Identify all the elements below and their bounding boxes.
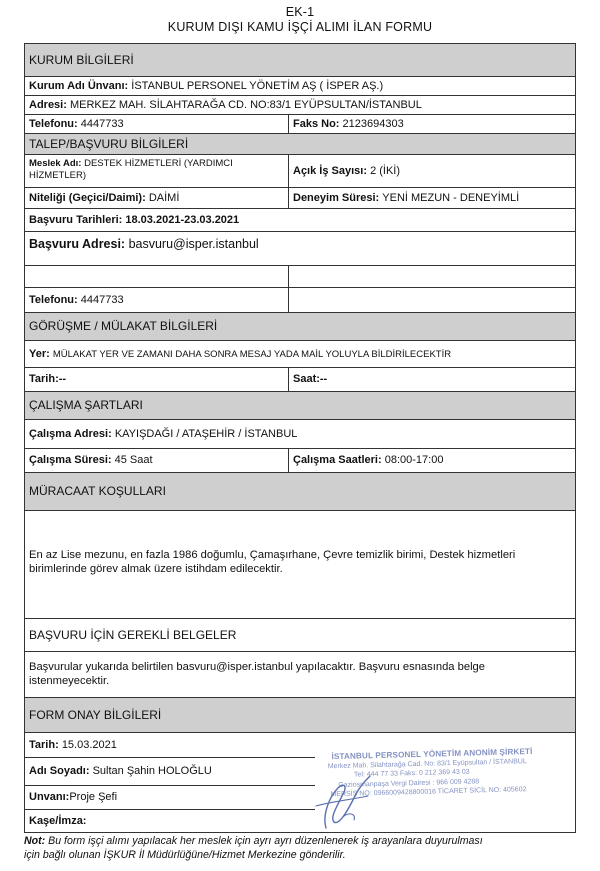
basvuru-adresi-value: basvuru@isper.istanbul — [128, 237, 259, 251]
calisma-saatleri-value: 08:00-17:00 — [384, 454, 444, 466]
onay-tarih-label: Tarih: — [29, 738, 59, 751]
section-belgeler — [25, 619, 575, 652]
gorusme-saat-label: Saat:-- — [293, 373, 328, 385]
section-gorusme — [25, 313, 575, 341]
row-kurum-adi — [25, 77, 575, 96]
row-empty-right — [289, 266, 575, 288]
onay-ad-value: Sultan Şahin HOLOĞLU — [92, 765, 212, 777]
calisma-adresi-label: Çalışma Adresi: — [29, 427, 112, 440]
meslek-label: Meslek Adı: — [29, 158, 82, 169]
onay-tarih-value: 15.03.2021 — [61, 738, 117, 751]
row-meslek — [25, 155, 289, 188]
section-talep — [25, 134, 575, 155]
belgeler-text — [25, 652, 575, 698]
row-basvuru-adresi — [25, 232, 575, 266]
kurum-telefon-value: 4447733 — [80, 117, 124, 130]
kurum-faks-value: 2123694303 — [342, 117, 404, 130]
yer-label: Yer: — [29, 347, 50, 360]
onay-kase-label: Kaşe/İmza: — [29, 814, 87, 827]
form-title: KURUM DIŞI KAMU İŞÇİ ALIMI İLAN FORMU — [167, 20, 433, 34]
section-kurum-label: KURUM BİLGİLERİ — [29, 52, 134, 67]
form-code: EK-1 — [285, 5, 315, 19]
section-calisma-label: ÇALIŞMA ŞARTLARI — [29, 398, 143, 412]
section-gorusme-label: GÖRÜŞME / MÜLAKAT BİLGİLERİ — [29, 319, 218, 333]
kurum-adi-label: Kurum Adı Ünvanı: — [29, 79, 129, 92]
application-form — [24, 43, 576, 833]
row-calisma-adresi — [25, 420, 575, 449]
row-saat — [289, 368, 575, 392]
section-muracaat — [25, 473, 575, 511]
acik-is-value: 2 (İKİ) — [370, 164, 401, 177]
muracaat-text — [25, 511, 575, 619]
belgeler-line-1: Başvurular yukarıda belirtilen basvuru@isper.istanbul yapılacaktır. Başvuru esnasında belge — [29, 661, 485, 673]
section-onay-label: FORM ONAY BİLGİLERİ — [29, 707, 162, 722]
kurum-telefon-label: Telefonu: — [29, 117, 78, 130]
stamp-address: Merkez Mah. Silahtarağa Cad. No: 83/1 Eyüpsultan / İSTANBUL — [327, 757, 527, 770]
row-basvuru-tarihleri — [25, 209, 575, 232]
section-onay — [25, 698, 575, 733]
stamp-company-name: İSTANBUL PERSONEL YÖNETİM ANONİM ŞİRKETİ — [331, 746, 533, 762]
row-kurum-faks — [289, 115, 575, 134]
onay-unvan-label: Unvanı: — [29, 791, 70, 803]
onay-unvan-value: Proje Şefi — [69, 791, 118, 803]
muracaat-line-1: En az Lise mezunu, en fazla 1986 doğumlu, Çamaşırhane, Çevre temizlik birimi, Destek hizmetleri — [29, 549, 516, 561]
basvuru-tarihleri-label: Başvuru Tarihleri: — [29, 213, 123, 226]
calisma-adresi-value: KAYIŞDAĞI / ATAŞEHİR / İSTANBUL — [114, 427, 298, 440]
stamp-tax-office: Gaziosmanpaşa Vergi Dairesi : 966 009 4288 — [338, 778, 480, 789]
row-acik-is — [289, 155, 575, 188]
kurum-faks-label: Faks No: — [293, 117, 340, 130]
row-basvuru-telefon-right — [289, 288, 575, 313]
kurum-adres-value: MERKEZ MAH. SİLAHTARAĞA CD. NO:83/1 EYÜPSULTAN/İSTANBUL — [69, 98, 422, 111]
kurum-adres-label: Adresi: — [29, 98, 67, 111]
basvuru-telefon-value: 4447733 — [80, 293, 124, 306]
calisma-suresi-label: Çalışma Süresi: — [29, 454, 112, 466]
yer-value: MÜLAKAT YER VE ZAMANI DAHA SONRA MESAJ YADA MAİL YOLUYLA BİLDİRİLECEKTİR — [52, 348, 452, 360]
note-text-1: Bu form işçi alımı yapılacak her meslek için ayrı ayrı düzenlenerek iş arayanlara duyurulması — [45, 835, 483, 847]
basvuru-adresi-label: Başvuru Adresi: — [29, 237, 126, 251]
row-deneyim — [289, 188, 575, 209]
row-kurum-adres — [25, 96, 575, 115]
stamp-mersis: MERSİS NO: 0966009428800016 TİCARET SİCİL NO: 405602 — [330, 786, 527, 799]
row-empty-left — [25, 266, 289, 288]
row-kurum-telefon — [25, 115, 289, 134]
kurum-adi-value: İSTANBUL PERSONEL YÖNETİM AŞ ( İSPER AŞ.) — [131, 79, 384, 92]
deneyim-value: YENİ MEZUN - DENEYİMLİ — [382, 191, 520, 204]
nitelik-label: Niteliği (Geçici/Daimi): — [29, 191, 146, 204]
basvuru-tarihleri-value: 18.03.2021-23.03.2021 — [125, 213, 240, 226]
section-kurum — [25, 44, 575, 77]
basvuru-telefon-label: Telefonu: — [29, 293, 78, 306]
signature — [296, 766, 386, 832]
row-onay-tarih — [25, 733, 315, 758]
row-onay-kase — [25, 810, 315, 832]
note-text-2: için bağlı olunan İŞKUR İl Müdürlüğüne/Hizmet Merkezine gönderilir. — [24, 849, 346, 861]
row-onay-unvan — [25, 786, 315, 810]
section-belgeler-label: BAŞVURU İÇİN GEREKLİ BELGELER — [29, 627, 237, 642]
onay-ad-label: Adı Soyadı: — [29, 765, 90, 777]
row-yer — [25, 341, 575, 368]
section-muracaat-label: MÜRACAAT KOŞULLARI — [29, 484, 166, 498]
row-onay-ad — [25, 758, 315, 786]
note-label: Not: — [24, 835, 46, 847]
section-calisma — [25, 392, 575, 420]
belgeler-line-2: istenmeyecektir. — [29, 675, 110, 687]
section-talep-label: TALEP/BAŞVURU BİLGİLERİ — [29, 136, 189, 151]
gorusme-tarih-label: Tarih:-- — [29, 373, 67, 385]
acik-is-label: Açık İş Sayısı: — [293, 164, 367, 177]
stamp-phone: Tel: 444 77 33 Faks: 0 212 369 43 03 — [353, 768, 470, 779]
deneyim-label: Deneyim Süresi: — [293, 191, 380, 204]
calisma-suresi-value: 45 Saat — [114, 454, 153, 466]
meslek-value: DESTEK HİZMETLERİ (YARDIMCI HİZMETLER) — [29, 158, 233, 181]
row-basvuru-telefon — [25, 288, 289, 313]
row-calisma-saatleri — [289, 449, 575, 473]
row-calisma-suresi — [25, 449, 289, 473]
nitelik-value: DAİMİ — [148, 191, 180, 204]
footer-note — [24, 834, 584, 862]
calisma-saatleri-label: Çalışma Saatleri: — [293, 454, 382, 466]
muracaat-line-2: birimlerinde görev almak üzere istihdam edilecektir. — [29, 563, 283, 575]
row-nitelik — [25, 188, 289, 209]
row-tarih — [25, 368, 289, 392]
